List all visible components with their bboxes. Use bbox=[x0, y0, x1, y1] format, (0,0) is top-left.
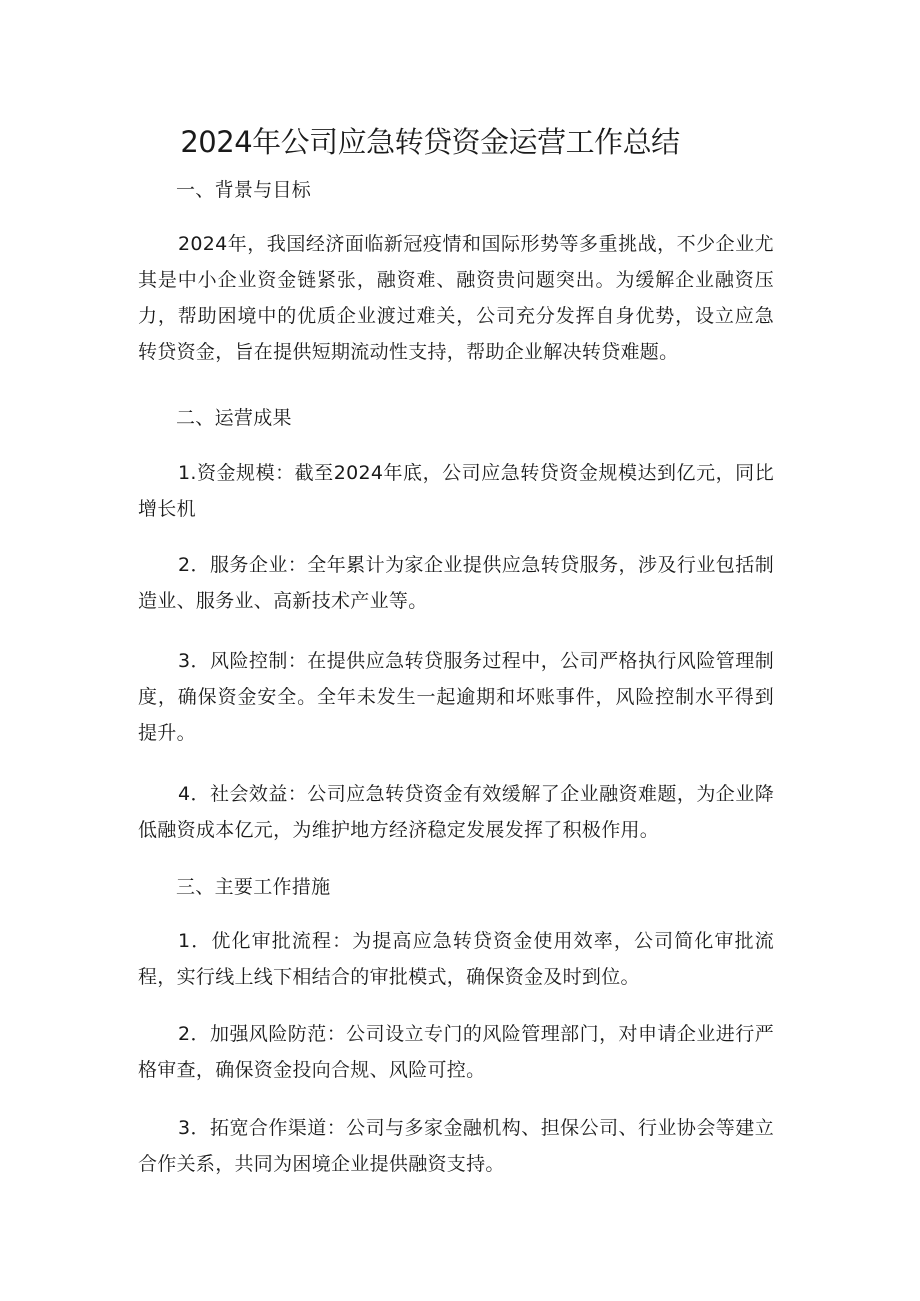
measure-item-risk-prevention: 2．加强风险防范：公司设立专门的风险管理部门，对申请企业进行严格审查，确保资金投向合规、风险可控。 bbox=[138, 1023, 774, 1081]
paragraph-background: 2024年，我国经济面临新冠疫情和国际形势等多重挑战，不少企业尤其是中小企业资金链紧张，融资难、融资贵问题突出。为缓解企业融资压力，帮助困境中的优质企业渡过难关，公司充分发挥自身优势，设立应急转贷资金，旨在提供短期流动性支持，帮助企业解决转贷难题。 bbox=[138, 233, 774, 363]
section-heading-background: 一、背景与目标 bbox=[176, 179, 312, 201]
section-heading-measures: 三、主要工作措施 bbox=[176, 876, 331, 898]
measure-item-cooperation-channels: 3．拓宽合作渠道：公司与多家金融机构、担保公司、行业协会等建立合作关系，共同为困境企业提供融资支持。 bbox=[138, 1117, 774, 1175]
result-item-funding-scale: 1.资金规模：截至2024年底，公司应急转贷资金规模达到亿元，同比增长机 bbox=[138, 462, 774, 520]
result-item-enterprises-served: 2．服务企业：全年累计为家企业提供应急转贷服务，涉及行业包括制造业、服务业、高新技术产业等。 bbox=[138, 554, 774, 612]
result-item-risk-control: 3．风险控制：在提供应急转贷服务过程中，公司严格执行风险管理制度，确保资金安全。全年未发生一起逾期和坏账事件，风险控制水平得到提升。 bbox=[138, 650, 774, 744]
section-heading-results: 二、运营成果 bbox=[176, 407, 292, 429]
result-item-social-benefit: 4．社会效益：公司应急转贷资金有效缓解了企业融资难题，为企业降低融资成本亿元，为维护地方经济稳定发展发挥了积极作用。 bbox=[138, 783, 774, 841]
measure-item-approval-process: 1．优化审批流程：为提高应急转贷资金使用效率，公司简化审批流程，实行线上线下相结合的审批模式，确保资金及时到位。 bbox=[138, 930, 774, 988]
document-title: 2024年公司应急转贷资金运营工作总结 bbox=[180, 125, 680, 159]
